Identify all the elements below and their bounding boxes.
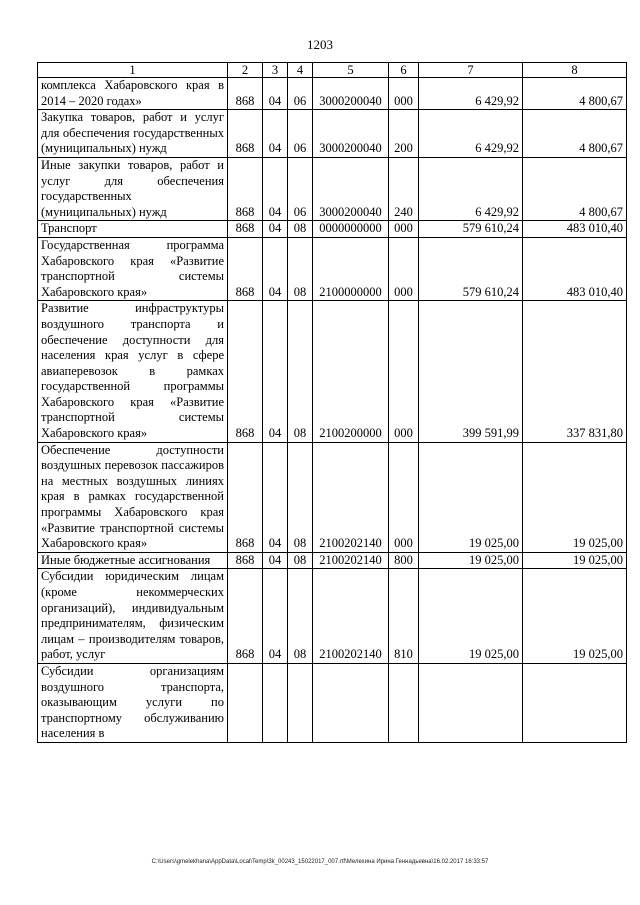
row-description: Закупка товаров, работ и услуг для обеспечения государственных (муниципальных) нужд (38, 110, 228, 158)
cell-col-7: 6 429,92 (419, 157, 523, 220)
column-header: 2 (228, 63, 263, 78)
cell-col-3: 04 (263, 552, 288, 569)
cell-col-2: 868 (228, 110, 263, 158)
cell-col-8: 4 800,67 (523, 157, 627, 220)
row-description: Транспорт (38, 221, 228, 238)
cell-col-6: 240 (389, 157, 419, 220)
cell-col-6: 000 (389, 442, 419, 552)
cell-col-3: 04 (263, 569, 288, 664)
cell-col-3: 04 (263, 442, 288, 552)
cell-col-7: 399 591,99 (419, 301, 523, 442)
row-description: Субсидии юридическим лицам (кроме некоммерческих организаций), индивидуальным предпринимателям, физическим лицам – производителям товаров, работ, услуг (38, 569, 228, 664)
header-row (38, 63, 627, 78)
column-header: 4 (288, 63, 313, 78)
cell-col-3: 04 (263, 301, 288, 442)
row-description: Субсидии организациям воздушного транспорта, оказывающим услуги по транспортному обслуживанию населения в (38, 663, 228, 742)
cell-col-8: 337 831,80 (523, 301, 627, 442)
cell-col-6: 000 (389, 237, 419, 300)
cell-col-8: 4 800,67 (523, 78, 627, 110)
cell-col-6: 200 (389, 110, 419, 158)
row-description: Развитие инфраструктуры воздушного транспорта и обеспечение доступности для населения края услуг в сфере авиаперевозок в рамках государственной программы Хабаровского края «Развитие транспортной системы Хабаровского края» (38, 301, 228, 442)
cell-col-7: 579 610,24 (419, 221, 523, 238)
cell-col-5: 3000200040 (313, 78, 389, 110)
page-number: 1203 (307, 37, 333, 52)
cell-col-4: 08 (288, 552, 313, 569)
cell-col-6: 000 (389, 78, 419, 110)
cell-col-4: 08 (288, 442, 313, 552)
table-row (38, 78, 627, 110)
cell-col-4: 06 (288, 157, 313, 220)
row-description: Государственная программа Хабаровского края «Развитие транспортной системы Хабаровского края» (38, 237, 228, 300)
column-header: 3 (263, 63, 288, 78)
cell-col-6 (389, 663, 419, 742)
cell-col-4: 08 (288, 237, 313, 300)
cell-col-6: 000 (389, 221, 419, 238)
cell-col-7: 6 429,92 (419, 110, 523, 158)
table-row (38, 157, 627, 220)
cell-col-7: 19 025,00 (419, 442, 523, 552)
cell-col-2: 868 (228, 221, 263, 238)
cell-col-7: 19 025,00 (419, 569, 523, 664)
table-row (38, 301, 627, 442)
cell-col-2 (228, 663, 263, 742)
table-row (38, 442, 627, 552)
cell-col-8: 483 010,40 (523, 237, 627, 300)
cell-col-4: 06 (288, 110, 313, 158)
cell-col-8: 19 025,00 (523, 569, 627, 664)
cell-col-7: 6 429,92 (419, 78, 523, 110)
cell-col-6: 800 (389, 552, 419, 569)
cell-col-3 (263, 663, 288, 742)
cell-col-8 (523, 663, 627, 742)
cell-col-4: 08 (288, 569, 313, 664)
column-header: 5 (313, 63, 389, 78)
cell-col-3: 04 (263, 221, 288, 238)
cell-col-7 (419, 663, 523, 742)
cell-col-6: 000 (389, 301, 419, 442)
cell-col-8: 483 010,40 (523, 221, 627, 238)
cell-col-5: 2100202140 (313, 569, 389, 664)
cell-col-4: 08 (288, 221, 313, 238)
cell-col-3: 04 (263, 78, 288, 110)
cell-col-5: 3000200040 (313, 157, 389, 220)
cell-col-8: 4 800,67 (523, 110, 627, 158)
cell-col-5 (313, 663, 389, 742)
table-row (38, 110, 627, 158)
cell-col-2: 868 (228, 78, 263, 110)
column-header: 7 (419, 63, 523, 78)
cell-col-3: 04 (263, 237, 288, 300)
cell-col-2: 868 (228, 237, 263, 300)
cell-col-2: 868 (228, 442, 263, 552)
table-row (38, 663, 627, 742)
table-row (38, 569, 627, 664)
file-path-footer: C:\Users\gmelekhana\AppData\Local\Temp\3k_00243_15022017_007.rtf\Мелехина Ирина Геннадьевна\16.02.2017 16:33:57 (151, 859, 489, 865)
table-row (38, 221, 627, 238)
row-description: Иные бюджетные ассигнования (38, 552, 228, 569)
cell-col-3: 04 (263, 157, 288, 220)
cell-col-5: 3000200040 (313, 110, 389, 158)
cell-col-8: 19 025,00 (523, 442, 627, 552)
row-description: Обеспечение доступности воздушных перевозок пассажиров на местных воздушных линиях края в рамках государственной программы Хабаровского края «Развитие транспортной системы Хабаровского края» (38, 442, 228, 552)
cell-col-2: 868 (228, 552, 263, 569)
cell-col-5: 2100200000 (313, 301, 389, 442)
table-row (38, 237, 627, 300)
cell-col-6: 810 (389, 569, 419, 664)
cell-col-5: 0000000000 (313, 221, 389, 238)
column-header: 8 (523, 63, 627, 78)
cell-col-4: 08 (288, 301, 313, 442)
cell-col-4: 06 (288, 78, 313, 110)
cell-col-2: 868 (228, 301, 263, 442)
column-header: 1 (38, 63, 228, 78)
cell-col-2: 868 (228, 157, 263, 220)
cell-col-7: 19 025,00 (419, 552, 523, 569)
cell-col-5: 2100000000 (313, 237, 389, 300)
row-description: комплекса Хабаровского края в 2014 – 2020 годах» (38, 78, 228, 110)
cell-col-2: 868 (228, 569, 263, 664)
table-row (38, 552, 627, 569)
budget-table (37, 62, 627, 743)
cell-col-5: 2100202140 (313, 552, 389, 569)
cell-col-8: 19 025,00 (523, 552, 627, 569)
row-description: Иные закупки товаров, работ и услуг для обеспечения государственных (муниципальных) нужд (38, 157, 228, 220)
cell-col-5: 2100202140 (313, 442, 389, 552)
cell-col-7: 579 610,24 (419, 237, 523, 300)
column-header: 6 (389, 63, 419, 78)
cell-col-3: 04 (263, 110, 288, 158)
cell-col-4 (288, 663, 313, 742)
